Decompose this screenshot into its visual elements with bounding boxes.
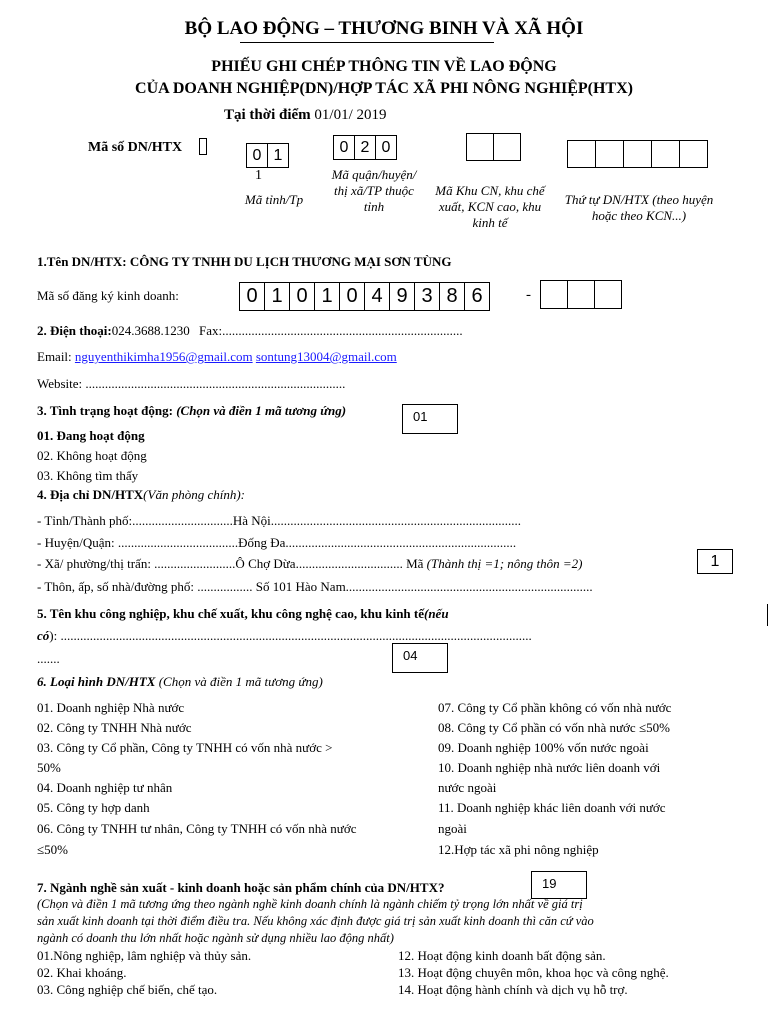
business-type-option: 11. Doanh nghiệp khác liên doanh với nước [438,800,666,815]
industry-option: 12. Hoạt động kinh doanh bất động sản. [398,948,606,963]
business-type-hint: (Chọn và điền 1 mã tương ứng) [158,674,323,689]
status-code-box[interactable]: 01 [402,404,458,434]
business-type-option: 04. Doanh nghiệp tư nhân [37,780,173,795]
business-type-option: 01. Doanh nghiệp Nhà nước [37,700,185,715]
industry-note-1: (Chọn và điền 1 mã tương ứng theo ngành nghề kinh doanh chính là ngành chiếm tỷ trọng lớn nhất về giá trị [37,897,583,911]
zone-name-hint-2: có [37,628,50,643]
address-district: - Huyện/Quận: .....................................Đống Đa....................................................................... [37,535,517,550]
order-code-digit[interactable] [595,140,624,168]
business-type-label: 6. Loại hình DN/HTX [37,674,156,689]
company-name-label: 1.Tên DN/HTX [37,254,123,269]
reg-digit[interactable]: 0 [239,282,265,311]
reg-digit[interactable]: 3 [414,282,440,311]
industry-option: 14. Hoạt động hành chính và dịch vụ hỗ trợ. [398,982,628,997]
industry-label: 7. Ngành nghề sản xuất - kinh doanh hoặc sản phẩm chính của DN/HTX? [37,880,445,895]
reg-digit[interactable]: 9 [389,282,415,311]
business-type-option: 10. Doanh nghiệp nhà nước liên doanh với [438,760,661,775]
zone-name-label: 5. Tên khu công nghiệp, khu chế xuất, khu công nghệ cao, khu kinh tế [37,606,424,621]
zone-code-digit[interactable] [493,133,521,161]
phone-label: 2. Điện thoại: [37,323,112,338]
industry-option: 02. Khai khoáng. [37,965,127,980]
survey-date-label: Tại thời điểm [224,107,311,123]
reg-suffix-digit[interactable] [567,280,595,309]
reg-digit[interactable]: 0 [339,282,365,311]
order-code-note: Thứ tự DN/HTX (theo huyện hoặc theo KCN...) [564,192,714,223]
email-link-1[interactable]: nguyenthikimha1956@gmail.com [74,349,253,364]
order-code-digit[interactable] [567,140,596,168]
province-code-note: Mã tỉnh/Tp [244,192,304,207]
reg-digit[interactable]: 1 [314,282,340,311]
form-title-line-1: PHIẾU GHI CHÉP THÔNG TIN VỀ LAO ĐỘNG [211,58,557,75]
industry-option: 03. Công nghiệp chế biến, chế tạo. [37,982,218,997]
business-type-option: 09. Doanh nghiệp 100% vốn nước ngoài [438,740,649,755]
reg-suffix-digit[interactable] [594,280,622,309]
status-label: 3. Tình trạng hoạt động: [37,403,173,418]
address-province: - Tỉnh/Thành phố:...............................Hà Nội............................................................................. [37,513,521,528]
province-code-overflow: 1 [255,168,262,183]
address-commune-text: - Xã/ phường/thị trấn: .........................Ô Chợ Dừa................................. Mã [37,556,424,571]
survey-date-value: 01/01/ 2019 [314,107,387,123]
email-row [37,349,397,365]
checkbox-glyph [199,138,207,155]
business-type-option: nước ngoài [438,780,497,795]
district-code-digit[interactable]: 0 [333,135,355,160]
email-link-2[interactable]: sontung13004@gmail.com [255,349,397,364]
zone-name-dots-1: ): ................................................................................................................................................. [49,628,532,643]
industry-option: 01.Nông nghiệp, lâm nghiệp và thủy sản. [37,948,252,963]
zone-name-row [37,606,449,622]
status-option-1: 01. Đang hoạt động [37,428,145,443]
address-hint: (Văn phòng chính): [143,487,245,502]
industry-code-box[interactable]: 19 [531,871,587,899]
zone-code-note: Mã Khu CN, khu chế xuất, KCN cao, khu kinh tế [435,183,545,230]
industry-note-3: ngành có doanh thu lớn nhất hoặc ngành sử dụng nhiều lao động nhất) [37,931,394,945]
district-code-digit[interactable]: 2 [354,135,376,160]
business-type-code-box[interactable]: 04 [392,643,448,673]
business-type-option: 50% [37,760,61,775]
reg-digit[interactable]: 4 [364,282,390,311]
company-name-row [37,254,452,270]
address-street: - Thôn, ấp, số nhà/đường phố: ................. Số 101 Hào Nam............................................................................ [37,579,593,594]
reg-digit[interactable]: 1 [264,282,290,311]
business-type-option: 12.Hợp tác xã phi nông nghiệp [438,842,599,857]
reg-digit[interactable]: 8 [439,282,465,311]
website-row: Website: ................................................................................ [37,376,346,391]
status-hint: (Chọn và điền 1 mã tương ứng) [176,403,347,418]
province-code-boxes [247,143,289,168]
zone-code-digit[interactable] [466,133,494,161]
business-type-option: 06. Công ty TNHH tư nhân, Công ty TNHH có vốn nhà nước [37,821,357,836]
phone-value: 024.3688.1230 [111,323,190,338]
address-commune [37,556,583,572]
reg-suffix-boxes [541,280,622,309]
phone-row [37,323,463,339]
business-type-option: 08. Công ty Cổ phần có vốn nhà nước ≤50% [438,720,670,735]
business-type-option: 03. Công ty Cổ phần, Công ty TNHH có vốn nhà nước > [37,740,333,755]
reg-digit[interactable]: 6 [464,282,490,311]
district-code-note: Mã quận/huyện/ thị xã/TP thuộc tỉnh [331,167,417,214]
status-option-3: 03. Không tìm thấy [37,468,139,483]
reg-digit[interactable]: 0 [289,282,315,311]
email-label: Email: [37,349,72,364]
industry-option: 13. Hoạt động chuyên môn, khoa học và công nghệ. [398,965,669,980]
business-type-option: 02. Công ty TNHH Nhà nước [37,720,192,735]
business-type-option: ngoài [438,821,467,836]
business-reg-label: Mã số đăng ký kinh doanh: [37,288,179,303]
business-reg-boxes [240,282,490,311]
fax-field: Fax:.......................................................................... [199,323,463,338]
order-code-digit[interactable] [679,140,708,168]
urban-rural-code-value: 1 [710,552,720,570]
ministry-title: BỘ LAO ĐỘNG – THƯƠNG BINH VÀ XÃ HỘI [184,18,584,39]
company-name-value: : CÔNG TY TNHH DU LỊCH THƯƠNG MẠI SƠN TÙNG [122,254,452,269]
status-row [37,403,346,419]
survey-date [224,107,387,124]
zone-code-boxes [467,133,521,161]
order-code-digit[interactable] [623,140,652,168]
business-type-option: ≤50% [37,842,68,857]
district-code-boxes [334,135,397,160]
zone-name-dots-2: ....... [37,651,60,666]
district-code-digit[interactable]: 0 [375,135,397,160]
reg-suffix-digit[interactable] [540,280,568,309]
form-title-line-2: CỦA DOANH NGHIỆP(DN)/HỢP TÁC XÃ PHI NÔNG NGHIỆP(HTX) [135,80,633,97]
status-option-2: 02. Không hoạt động [37,448,147,463]
address-heading [37,487,245,503]
order-code-boxes [568,140,708,168]
title-underline [240,42,494,43]
zone-name-dots [37,628,532,644]
address-label: 4. Địa chỉ DN/HTX [37,487,144,502]
order-code-digit[interactable] [651,140,680,168]
province-code-digit[interactable]: 0 [246,143,268,168]
company-code-label: Mã số DN/HTX [88,140,183,155]
province-code-digit[interactable]: 1 [267,143,289,168]
business-type-option: 07. Công ty Cổ phần không có vốn nhà nước [438,700,672,715]
urban-rural-hint: (Thành thị =1; nông thôn =2) [426,556,583,571]
urban-rural-code-box[interactable] [697,549,733,574]
business-type-option: 05. Công ty hợp danh [37,800,150,815]
reg-dash: - [526,287,531,303]
business-type-heading [37,674,323,690]
industry-note-2: sản xuất kinh doanh tại thời điểm điều tra. Nếu không xác định được giá trị sản xuất kinh doanh thì căn cứ vào [37,914,594,928]
zone-name-hint: (nếu [424,606,449,621]
